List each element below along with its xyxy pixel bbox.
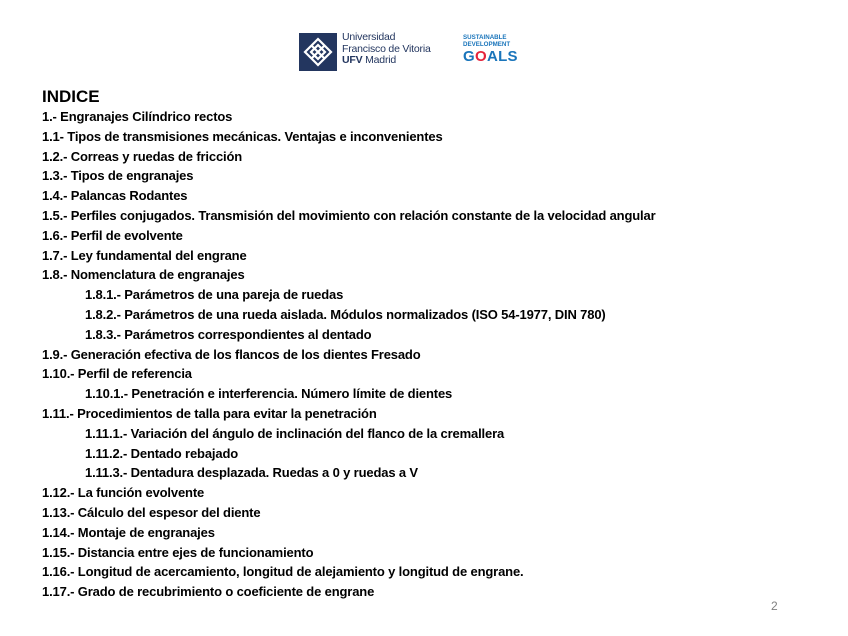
toc-subitem: 1.11.1.- Variación del ángulo de inclinación del flanco de la cremallera (85, 425, 505, 441)
toc-item: 1.13.- Cálculo del espesor del diente (42, 504, 261, 520)
university-line-3 (342, 55, 462, 67)
university-name (342, 32, 462, 67)
toc-item: 1.15.- Distancia entre ejes de funcionamiento (42, 544, 314, 560)
page-title: INDICE (42, 87, 100, 106)
sdg-line-2: DEVELOPMENT (463, 40, 511, 48)
toc-item: 1.6.- Perfil de evolvente (42, 227, 183, 243)
toc-item: 1.- Engranajes Cilíndrico rectos (42, 109, 233, 124)
toc-item: 1.10.- Perfil de referencia (42, 366, 192, 382)
toc-item: 1.4.- Palancas Rodantes (42, 188, 188, 204)
toc-item: 1.1- Tipos de transmisiones mecánicas. Ventajas e inconvenientes (42, 128, 443, 144)
sdg-goals-label: GOALS (463, 48, 518, 66)
university-line-2: Francisco de Vitoria (342, 42, 431, 55)
toc-item: 1.16.- Longitud de acercamiento, longitud de alejamiento y longitud de engrane. (42, 564, 524, 580)
madrid-label: Madrid (365, 54, 397, 66)
toc-subitem: 1.11.3.- Dentadura desplazada. Ruedas a 0 y ruedas a V (85, 465, 418, 481)
toc-subitem: 1.8.1.- Parámetros de una pareja de ruedas (85, 287, 344, 303)
toc-subitem: 1.11.2.- Dentado rebajado (85, 445, 239, 461)
toc-item: 1.17.- Grado de recubrimiento o coeficiente de engrane (42, 584, 375, 600)
toc-subitem: 1.8.2.- Parámetros de una rueda aislada. Módulos normalizados (ISO 54-1977, DIN 780) (85, 306, 606, 322)
university-line-1: Universidad (342, 31, 396, 43)
toc-item: 1.9.- Generación efectiva de los flancos de los dientes Fresado (42, 346, 421, 362)
sdg-logo (463, 35, 533, 65)
toc-item: 1.2.- Correas y ruedas de fricción (42, 148, 243, 164)
table-of-contents (42, 107, 822, 602)
toc-subitem: 1.8.3.- Parámetros correspondientes al dentado (85, 326, 372, 342)
toc-item: 1.5.- Perfiles conjugados. Transmisión del movimiento con relación constante de la velocidad angular (42, 207, 656, 223)
toc-item: 1.8.- Nomenclatura de engranajes (42, 267, 245, 283)
toc-item: 1.12.- La función evolvente (42, 485, 205, 501)
ufv-abbrev: UFV (342, 54, 363, 66)
toc-item: 1.3.- Tipos de engranajes (42, 168, 194, 184)
sdg-line-1: SUSTAINABLE (463, 34, 507, 41)
document-body (42, 86, 822, 602)
page-number: 2 (771, 599, 778, 613)
ufv-logo-icon (299, 33, 337, 71)
toc-item: 1.11.- Procedimientos de talla para evitar la penetración (42, 405, 377, 421)
toc-item: 1.14.- Montaje de engranajes (42, 524, 215, 540)
toc-item: 1.7.- Ley fundamental del engrane (42, 247, 247, 263)
toc-subitem: 1.10.1.- Penetración e interferencia. Número límite de dientes (85, 386, 453, 402)
